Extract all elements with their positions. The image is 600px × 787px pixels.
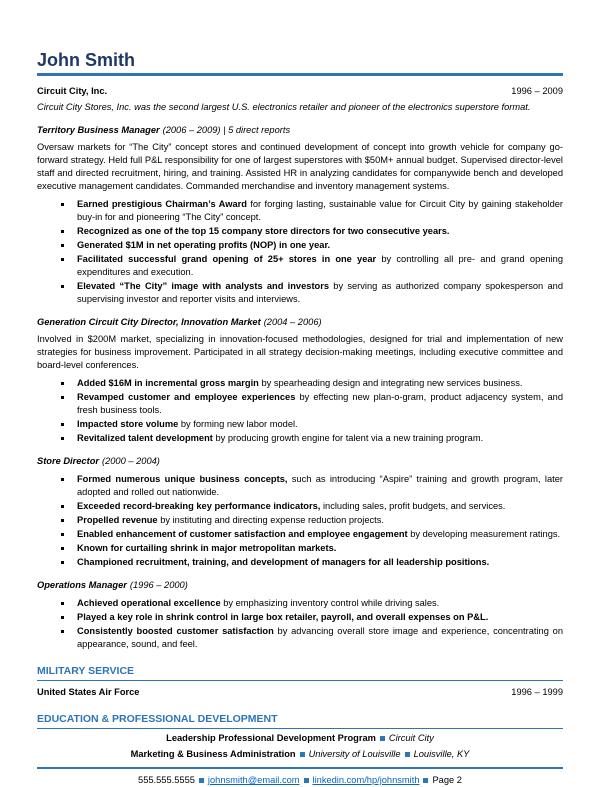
bullet-item: Achieved operational excellence by emphasizing inventory control while driving sales. xyxy=(77,597,563,610)
role-title: Territory Business Manager xyxy=(37,125,160,135)
role-meta: (2000 – 2004) xyxy=(102,456,160,466)
section-heading-military-service: MILITARY SERVICE xyxy=(37,665,563,681)
role-meta: (1996 – 2000) xyxy=(129,580,188,590)
education-location: Louisville, KY xyxy=(413,749,470,759)
role-title: Store Director xyxy=(37,456,99,466)
bullet-item: Exceeded record-breaking key performance indicators, including sales, profit budgets, and services. xyxy=(77,500,563,513)
role-bullet-list xyxy=(37,198,563,306)
separator-square-icon xyxy=(199,778,204,783)
company-description: Circuit City Stores, Inc. was the second largest U.S. electronics retailer and pioneer of the electronics superstore format. xyxy=(37,102,531,112)
bullet-item: Impacted store volume by forming new labor model. xyxy=(77,418,563,431)
bullet-item: Consistently boosted customer satisfaction by advancing overall store image and experience, concentrating on appearance, sound, and feel. xyxy=(77,626,563,649)
role-bullet-list xyxy=(37,473,563,569)
bullet-item: Elevated “The City” image with analysts and investors by serving as authorized company spokesperson and supervising investor and reporter visits and interviews. xyxy=(77,281,563,304)
education-institution: Circuit City xyxy=(388,733,434,743)
bullet-item: Revitalized talent development by producing growth engine for talent via a new training program. xyxy=(77,432,563,445)
role-heading-store-director xyxy=(37,455,563,468)
bullet-item: Facilitated successful grand opening of 25+ stores in one year by controlling all pre- and grand opening expenditures and execution. xyxy=(77,254,563,277)
military-org: United States Air Force xyxy=(37,687,140,697)
company-row xyxy=(37,85,563,98)
header-rule xyxy=(37,73,563,76)
education-program: Leadership Professional Development Program xyxy=(166,733,376,743)
bullet-item: Added $16M in incremental gross margin by spearheading design and integrating new services business. xyxy=(77,377,563,390)
bullet-item: Formed numerous unique business concepts, such as introducing “Aspire” training and growth program, later adopted and rolled out nationwide. xyxy=(77,474,563,497)
bullet-item: Revamped customer and employee experiences by effecting new plan-o-gram, product adjacency system, and fresh business tools. xyxy=(77,392,563,415)
separator-square-icon xyxy=(405,752,410,757)
education-program: Marketing & Business Administration xyxy=(130,749,296,759)
military-dates: 1996 – 1999 xyxy=(511,687,563,697)
role-heading-operations-manager xyxy=(37,579,563,592)
company-name: Circuit City, Inc. xyxy=(37,86,108,96)
military-row xyxy=(37,686,563,699)
role-heading-generation-director xyxy=(37,316,563,329)
bullet-item: Recognized as one of the top 15 company store directors for two consecutive years. xyxy=(77,225,563,238)
role-title: Operations Manager xyxy=(37,580,127,590)
company-dates: 1996 – 2009 xyxy=(511,86,563,96)
education-line xyxy=(37,748,563,761)
education-line xyxy=(37,732,563,745)
footer-email-link[interactable]: johnsmith@email.com xyxy=(207,775,300,785)
separator-square-icon xyxy=(300,752,305,757)
page-title: John Smith xyxy=(37,50,135,70)
role-title: Generation Circuit City Director, Innovation Market xyxy=(37,317,261,327)
separator-square-icon xyxy=(423,778,428,783)
bullet-item: Earned prestigious Chairman’s Award for forging lasting, sustainable value for Circuit City by gaining stakeholder buy-in for and pioneering “The City” concept. xyxy=(77,199,564,222)
footer-linkedin-link[interactable]: linkedin.com/hp/johnsmith xyxy=(312,775,420,785)
role-bullet-list xyxy=(37,377,563,445)
role-heading-territory-business-manager xyxy=(37,124,563,137)
separator-square-icon xyxy=(380,736,385,741)
footer-phone: 555.555.5555 xyxy=(138,775,195,785)
footer-rule xyxy=(37,767,563,769)
bullet-item: Known for curtailing shrink in major metropolitan markets. xyxy=(77,542,563,555)
role-summary: Involved in $200M market, specializing in innovation-focused methodologies, designed for trial and implementation of new strategies for business improvement. Participated in all strategy decision-making meetings, including executive committee and board-level conferences. xyxy=(37,334,563,370)
bullet-item: Enabled enhancement of customer satisfaction and employee engagement by developing measurement ratings. xyxy=(77,528,563,541)
bullet-item: Propelled revenue by instituting and directing expense reduction projects. xyxy=(77,514,563,527)
role-meta: (2006 – 2009) | 5 direct reports xyxy=(162,125,291,135)
bullet-item: Played a key role in shrink control in large box retailer, payroll, and overall expenses on P&L. xyxy=(77,611,563,624)
separator-square-icon xyxy=(304,778,309,783)
footer-page-number: Page 2 xyxy=(432,775,462,785)
role-meta: (2004 – 2006) xyxy=(263,317,322,327)
section-heading-education: EDUCATION & PROFESSIONAL DEVELOPMENT xyxy=(37,713,563,729)
education-institution: University of Louisville xyxy=(308,749,401,759)
role-summary: Oversaw markets for “The City” concept stores and continued development of concept into growth vehicle for company go-forward strategy. Held full P&L responsibility for one of largest superstores with $50M+ annual budget. Supervised director-level staff and directed recruitment, hiring, and training. Assisted HR in analyzing candidates for companywide bench and developed executive management candidates. Commanded merchandise and inventory management systems. xyxy=(37,142,563,191)
bullet-item: Generated $1M in net operating profits (NOP) in one year. xyxy=(77,239,563,252)
bullet-item: Championed recruitment, training, and development of managers for all leadership positions. xyxy=(77,556,563,569)
role-bullet-list xyxy=(37,597,563,651)
